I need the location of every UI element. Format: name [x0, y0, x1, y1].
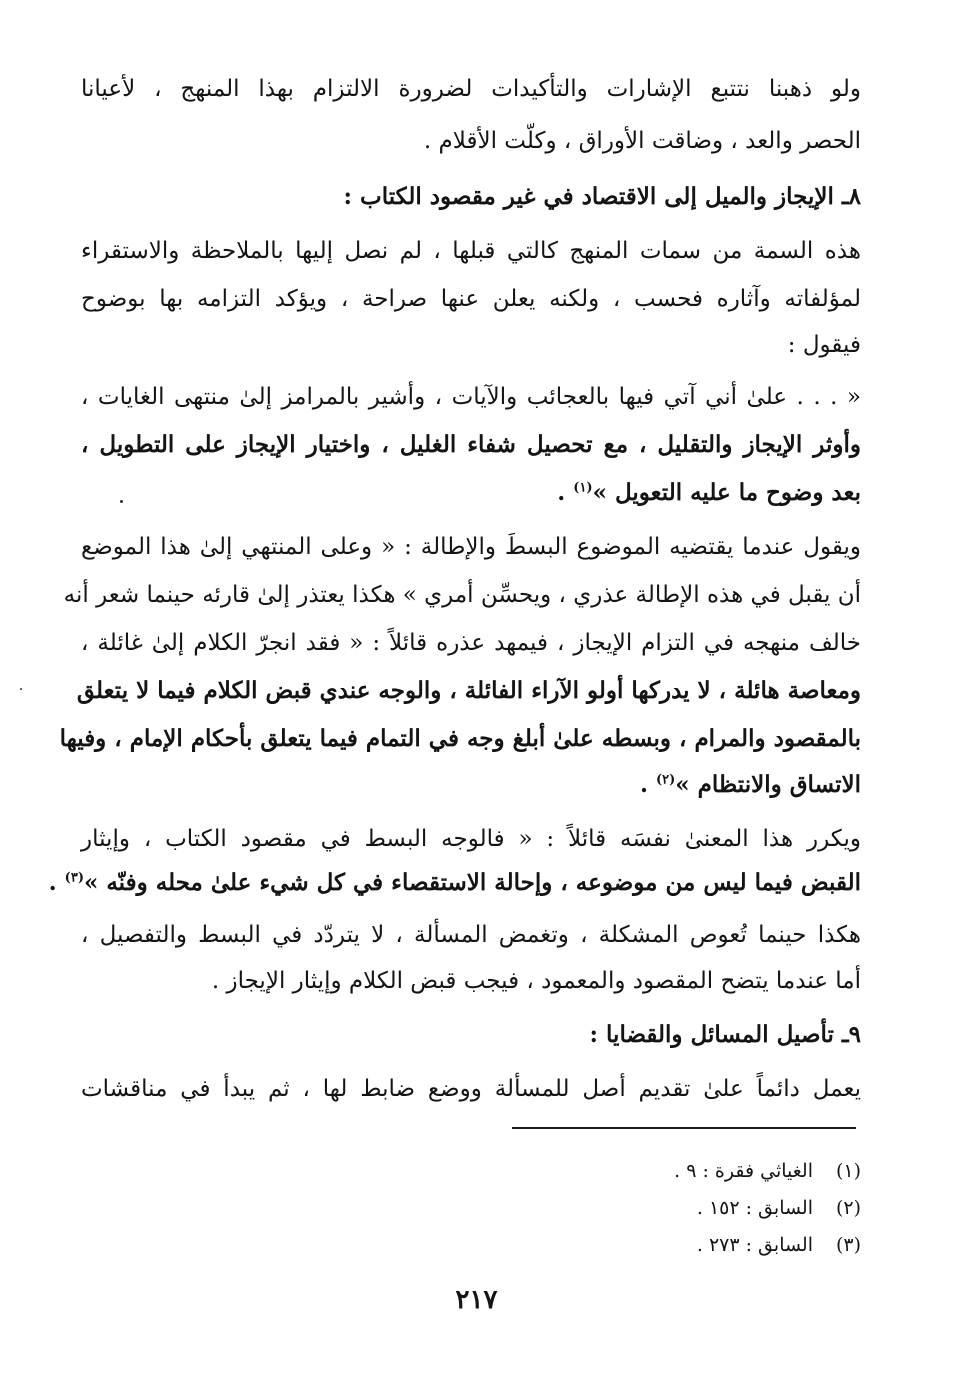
footnote-ref: (٢) [655, 772, 676, 788]
line-text: هكذا حينما تُعوص المشكلة ، وتغمض المسألة ، لا يتردّد في البسط والتفصيل ، [81, 922, 861, 948]
text-line [81, 964, 861, 998]
text-line [76, 674, 861, 708]
footnote [441, 1193, 861, 1223]
text-line [81, 626, 861, 660]
text-line: القبض فيما ليس من موضوعه ، وإحالة الاستقصاء في كل شيء علىٰ محله وفنّه »$^{(٣)}$ . [48, 869, 861, 896]
line-text: أما عندما يتضح المقصود والمعمود ، فيجب قبض الكلام وإيثار الإيجاز . [211, 968, 861, 994]
text-line [59, 722, 861, 756]
line-text: يعمل دائماً علىٰ تقديم أصل للمسألة ووضع ضابط لها ، ثم يبدأ في مناقشات [81, 1076, 861, 1102]
text-line [81, 822, 861, 856]
text-line [81, 530, 861, 564]
footnote-text: السابق : ١٥٢ . [696, 1197, 813, 1219]
text-line [81, 428, 861, 462]
text-line [81, 282, 861, 316]
line-text: ولو ذهبنا نتتبع الإشارات والتأكيدات لضرورة الالتزام بهذا المنهج ، لأعيانا [81, 76, 861, 102]
text-line [81, 234, 861, 268]
line-text: وأوثر الإيجاز والتقليل ، مع تحصيل شفاء الغليل ، واختيار الإيجاز على التطويل ، [81, 431, 861, 458]
footnote-text: السابق : ٢٧٣ . [696, 1234, 813, 1256]
text-line [63, 578, 861, 612]
line-text: ويقول عندما يقتضيه الموضوع البسطَ والإطالة : « وعلى المنتهي إلىٰ هذا الموضع [81, 534, 861, 560]
text-line: الاتساق والانتظام »$^{(٢)}$ . [639, 771, 861, 798]
page-number: ٢١٧ [455, 1285, 498, 1315]
line-text: الحصر والعد ، وضاقت الأوراق ، وكلّت الأقلام . [423, 128, 861, 154]
text-line [81, 918, 861, 952]
footnote-text: الغياثي فقرة : ٩ . [674, 1160, 813, 1182]
text-line [81, 1072, 861, 1106]
line-text: هذه السمة من سمات المنهج كالتي قبلها ، لم نصل إليها بالملاحظة والاستقراء [81, 238, 861, 264]
line-text: بالمقصود والمرام ، وبسطه علىٰ أبلغ وجه في التمام فيما يتعلق بأحكام الإمام ، وفيها [59, 725, 861, 752]
text-line [81, 380, 861, 414]
footnote [441, 1230, 861, 1260]
text-line [81, 180, 861, 214]
line-text: « . . . علىٰ أني آتي فيها بالعجائب والآيات ، وأشير بالمرامز إلىٰ منتهى الغايات ، [81, 384, 861, 410]
text-line [81, 1018, 861, 1052]
speck [120, 500, 123, 503]
line-text: الاتساق والانتظام » [675, 771, 861, 798]
text-line [81, 72, 861, 106]
line-text: لمؤلفاته وآثاره فحسب ، ولكنه يعلن عنها صراحة ، ويؤكد التزامه بها بوضوح [81, 286, 861, 312]
line-text: ٨ـ الإيجاز والميل إلى الاقتصاد في غير مقصود الكتاب : [343, 183, 861, 210]
line-text: القبض فيما ليس من موضوعه ، وإحالة الاستقصاء في كل شيء علىٰ محله وفنّه » [83, 869, 861, 896]
line-text: فيقول : [787, 332, 861, 358]
footnote-separator [512, 1127, 856, 1129]
text-line [81, 328, 861, 362]
line-text: أن يقبل في هذه الإطالة عذري ، ويحسِّن أمري » هكذا يعتذر إلىٰ قارئه حينما شعر أنه [63, 582, 861, 608]
footnote-ref: (١) [573, 480, 593, 496]
text-line: بعد وضوح ما عليه التعويل »$^{(١)}$ . [557, 479, 861, 506]
footnote [441, 1156, 861, 1186]
footnote-number: (٢) [835, 1197, 861, 1219]
line-text: ويكرر هذا المعنىٰ نفسَه قائلاً : « فالوجه البسط في مقصود الكتاب ، وإيثار [81, 826, 861, 852]
speck [20, 688, 22, 690]
line-text: بعد وضوح ما عليه التعويل » [592, 479, 861, 506]
line-text: ٩ـ تأصيل المسائل والقضايا : [589, 1021, 861, 1048]
footnote-ref: (٣) [64, 870, 84, 886]
line-text: خالف منهجه في التزام الإيجاز ، فيمهد عذره قائلاً : « فقد انجرّ الكلام إلىٰ غائلة ، [81, 630, 861, 656]
line-text: ومعاصة هائلة ، لا يدركها أولو الآراء الفائلة ، والوجه عندي قبض الكلام فيما لا يتعلق [76, 677, 861, 704]
footnote-number: (٣) [835, 1234, 861, 1256]
text-line [81, 124, 861, 158]
footnote-number: (١) [835, 1160, 861, 1182]
